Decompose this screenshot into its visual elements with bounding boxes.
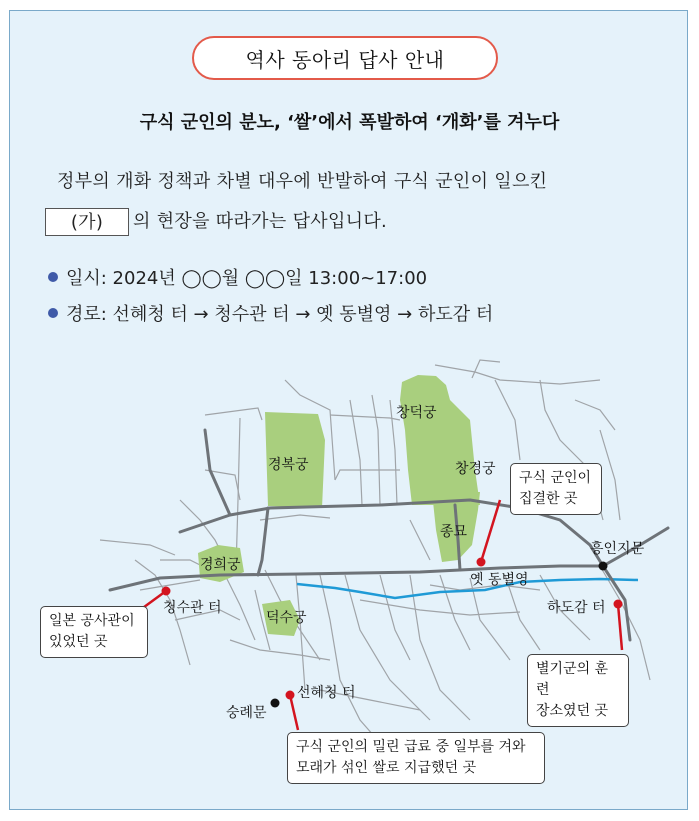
label-changdeokgung: 창덕궁: [396, 405, 437, 421]
intro-line-2: [45, 202, 665, 242]
date-item: [48, 264, 427, 290]
callout-line: 일본 공사관이: [49, 613, 135, 629]
page-title: [192, 36, 498, 80]
callout-line: 구식 군인의 밀린 급료 중 일부를 겨와: [296, 739, 526, 755]
label-sungnyemun: 숭례문: [226, 705, 267, 721]
route-text: 경로: 선혜청 터 → 청수관 터 → 옛 동별영 → 하도감 터: [66, 304, 494, 325]
callout-line: 모래가 섞인 쌀로 지급했던 곳: [296, 760, 477, 776]
page-title-text: 역사 동아리 답사 안내: [245, 47, 445, 72]
bullet-icon: [48, 272, 58, 282]
callout-line: 집결한 곳: [519, 491, 578, 507]
heunginjimun-marker: [599, 562, 608, 571]
callout-line: 있었던 곳: [49, 634, 108, 650]
intro-paragraph: [45, 162, 665, 242]
changdeokgung-area: [400, 375, 480, 505]
dongbyeolyeong-marker: [477, 558, 486, 567]
label-jongmyo: 종묘: [440, 524, 468, 540]
callout-line: 장소였던 곳: [536, 703, 609, 719]
bullet-icon: [48, 308, 58, 318]
label-gyeongbokgung: 경복궁: [268, 457, 309, 473]
callout-line: 별기군의 훈련: [536, 661, 609, 698]
callout-hadogam: [527, 654, 629, 727]
callout-line: 구식 군인이: [519, 470, 592, 486]
blank-box: (가): [45, 208, 129, 236]
label-cheongsugwan: 청수관 터: [163, 600, 222, 616]
callout-dongbyeolyeong: [510, 463, 602, 515]
intro-line-1: 정부의 개화 정책과 차별 대우에 반발하여 구식 군인이 일으킨: [57, 171, 548, 192]
label-dongbyeolyeong: 옛 동별영: [470, 572, 529, 588]
sungnyemun-marker: [271, 699, 280, 708]
intro-line-2-text: 의 현장을 따라가는 답사입니다.: [133, 211, 388, 232]
hadogam-marker: [614, 600, 623, 609]
label-heunginjimun: 흥인지문: [590, 541, 645, 557]
subtitle: 구식 군인의 분노, ‘쌀’에서 폭발하여 ‘개화’를 겨누다: [139, 112, 560, 133]
route-item: [48, 300, 493, 326]
label-deoksugung: 덕수궁: [266, 610, 307, 626]
label-hadogam: 하도감 터: [547, 600, 606, 616]
callout-cheongsugwan: [40, 606, 148, 658]
seonhyecheong-marker: [286, 691, 295, 700]
callout-seonhyecheong: [287, 732, 545, 784]
label-seonhyecheong: 선혜청 터: [297, 685, 356, 701]
cheongsugwan-marker: [162, 587, 171, 596]
date-text: 일시: 2024년 ◯◯월 ◯◯일 13:00~17:00: [66, 268, 428, 289]
label-changgyeonggung: 창경궁: [455, 461, 496, 477]
label-gyeonghuigung: 경희궁: [200, 557, 241, 573]
